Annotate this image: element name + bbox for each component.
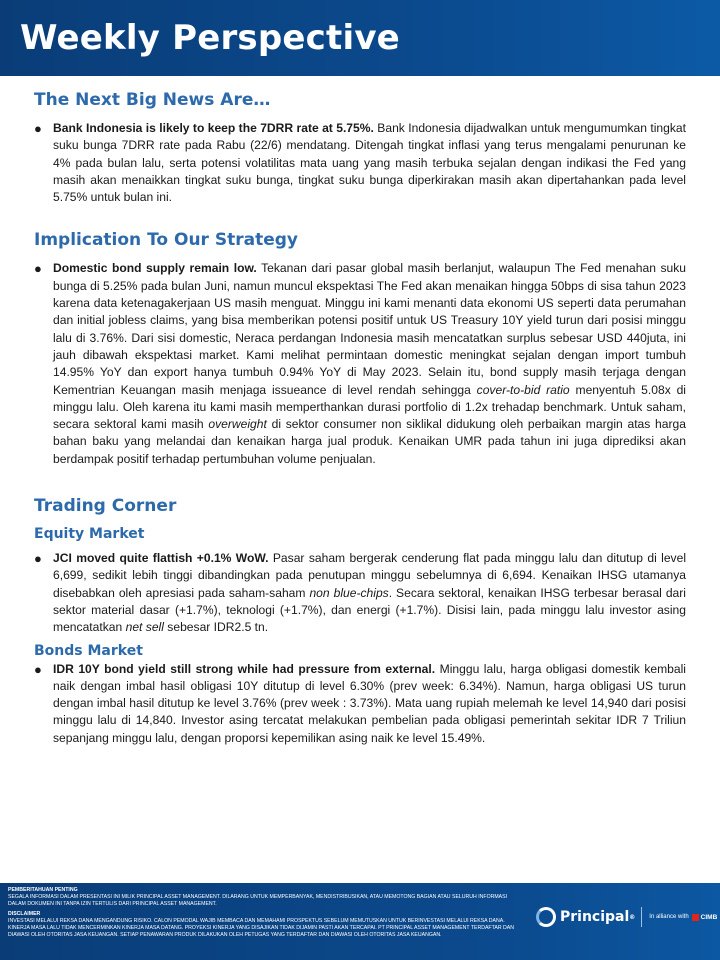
notice-text: SEGALA INFORMASI DALAM PRESENTASI INI MILIK PRINCIPAL ASSET MANAGEMENT. DILARANG UNTUK MEMPERBANYAK, MENDISTRIBUSIKAN, ATAU MEMOTONG BAGIAN ATAU SELURUH INFORMASI DALAM DOKUMEN INI TANPA IZIN TERTULIS DARI PRINCIPAL ASSET MANAGEMENT. [8,893,508,907]
section-implication-strategy [34,230,686,468]
partner-name: CIMB [700,913,718,921]
disclaimer-text: INVESTASI MELALUI REKSA DANA MENGANDUNG RISIKO. CALON PEMODAL WAJIB MEMBACA DAN MEMAHAMI PROSPEKTUS SEBELUM MEMUTUSKAN UNTUK BERINVESTASI MELALUI REKSA DANA. KINERJA MASA LALU TIDAK MENCERMINKAN KINERJA MASA DATANG. PROYEKSI KINERJA YANG DISAJIKAN TIDAK DIJAMIN PASTI AKAN TERCAPAI. PT PRINCIPAL ASSET MANAGEMENT TERDAFTAR DAN DIAWASI OLEH OTORITAS JASA KEUANGAN. SETIAP PENAWARAN PRODUK DILAKUKAN OLEH PETUGAS YANG TERDAFTAR DAN DIAWASI OLEH OTORITAS JASA KEUANGAN. [8,918,514,938]
subsection-title-bonds: Bonds Market [34,642,143,659]
main-content [34,90,686,747]
section-title-next-big-news: The Next Big News Are… [34,90,271,110]
bullet-italic-term: non blue-chips [309,585,389,600]
section-title-trading-corner: Trading Corner [34,496,177,517]
bullet-dot-icon: ● [34,261,42,277]
bullet-italic-term: net sell [125,620,164,635]
bullet-italic-term: overweight [208,417,267,432]
disclaimer-title: DISCLAIMER [8,911,41,918]
bullet-body-part: . Secara sektoral, kenaikan IHSG terbesar berasal dari sektor material dasar (+1.7%), teknologi (+1.7%), dan energi (+1.7%). Disisi lain, pada minggu lalu investor asing mencatatkan [53,585,686,635]
bullet-paragraph [53,120,686,206]
subsection-bonds-market [34,643,686,747]
bullet-body: Bank Indonesia dijadwalkan untuk mengumumkan tingkat suku bunga 7DRR rate pada Rabu (22/6) mendatang. Ditengah tingkat inflasi yang terus mengalami penurunan ke 4% pada bulan lalu, serta potensi volatilitas mata uang yang masih terbuka sejalan dengan indikasi the Fed yang masih akan menaikkan tingkat suku bunga, tingkat suku bunga diperkirakan masih akan dipertahankan pada level 5.75% untuk bulan ini. [53,121,686,205]
cimb-logo-icon [692,914,699,921]
bullet-dot-icon: ● [34,121,42,136]
bullet-body-part: menyentuh 5.08x di minggu lalu. Oleh karena itu kami masih memperthankan durasi portfolio di 1.2x trehadap benchmark. Untuk saham, secara sektoral kami masih [53,382,686,432]
brand-name: Principal [560,909,630,925]
section-trading-corner [34,496,686,747]
bullet-headline: JCI moved quite flattish +0.1% WoW. [53,551,269,566]
disclaimer-text-block [8,887,518,939]
bullet-dot-icon: ● [34,661,42,677]
bullet-paragraph [53,661,686,747]
bullet-italic-term: cover-to-bid ratio [476,382,570,397]
bullet-headline: IDR 10Y bond yield still strong while had pressure from external. [53,661,436,676]
list-item [34,260,686,468]
logo-divider [641,907,642,927]
registered-mark: ® [629,913,636,921]
alliance-text: In alliance with [649,914,689,920]
bullet-body-part: sebesar IDR2.5 tn. [163,620,269,635]
bullet-paragraph [53,260,686,468]
list-item [34,120,686,206]
footer-disclaimer-bar [0,883,720,960]
principal-logo-icon [536,907,556,927]
list-item [34,661,686,747]
bullet-headline: Bank Indonesia is likely to keep the 7DRR rate at 5.75%. [53,121,374,135]
list-item [34,550,686,636]
section-title-implication: Implication To Our Strategy [34,230,298,251]
page-title: Weekly Perspective [20,18,400,58]
bullet-body-part: di sektor consumer non siklikal didukung oleh perbaikan margin atas harga bahan baku yang melandai dan kenaikan harga jual produk. Kenaikan UMR pada tahun ini juga diprediksi akan berdampak positif terhadap pertumbuhan volume penjualan. [53,417,686,466]
subsection-title-equity: Equity Market [34,526,145,543]
notice-title: PEMBERITAHUAN PENTING [8,887,78,893]
bullet-headline: Domestic bond supply remain low. [53,261,257,276]
bullet-dot-icon: ● [34,551,42,567]
alliance-label [649,914,717,921]
bullet-body-part: Pasar saham bergerak cenderung flat pada minggu lalu dan ditutup di level 6,699, sedikit lebih tinggi dibandingkan pada penutupan minggu sebelumnya di 6,694. Kenaikan IHSG utamanya disebabkan oleh apresiasi pada saham-saham [53,551,686,600]
bullet-paragraph [53,550,686,636]
bullet-body: Minggu lalu, harga obligasi domestik kembali naik dengan imbal hasil obligasi 10Y ditutup di level 6.30% (prev week: 6.34%). Namun, harga obligasi US turun dengan imbal hasil ditutup ke level 3.76% (prev week : 3.73%). Mata uang rupiah melemah ke level 14,940 dari posisi minggu lalu di 14,840. Investor asing tercatat melakukan pembelian pada obligasi pemerintah sekitar IDR 7 Triliun sepanjang minggu lalu, dengan proporsi kepemilikan asing naik ke level 15.49%. [53,661,686,745]
section-next-big-news [34,90,686,206]
page-header [0,0,720,76]
subsection-equity-market [34,526,686,636]
bullet-body-part: Tekanan dari pasar global masih berlanjut, walaupun The Fed menahan suku bunga di 5.25% pada bulan Juni, namun muncul ekspektasi The Fed akan menaikan hingga 50bps di sisa tahun 2023 karena data ketenagakerjaan US masih menguat. Minggu ini kami menanti data ekonomi US seperti data perumahan dan initial jobless claims, yang bisa memberikan potensi positif untuk US Treasury 10Y yield turun dari posisi minggu lalu di 3.76%. Dari sisi domestic, Neraca perdangan Indonesia masih mencatatkan surplus sebesar USD 440juta, ini jauh dibawah ekspektasi market. Kami melihat permintaan domestic meningkat sejalan dengan import tumbuh 14.95% YoY dan export hanya tumbuh 0.94% YoY di May 2023. Selain itu, bond supply masih terjaga dengan Kementrian Keuangan masih menjaga issueance di level rendah sehingga [53,261,686,397]
brand-logo [536,907,717,927]
